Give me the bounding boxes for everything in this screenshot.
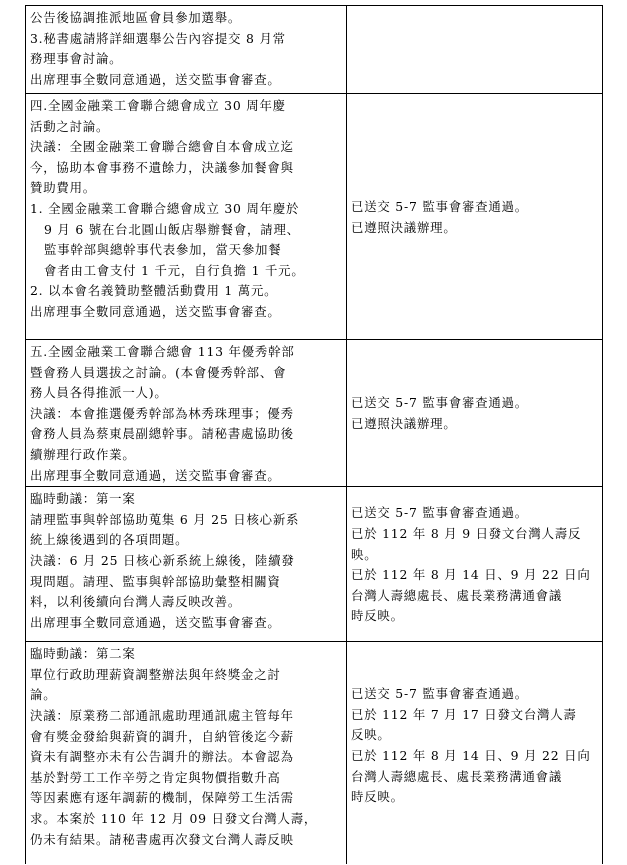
text-line: 料，以利後續向台灣人壽反映改善。 [30, 594, 242, 610]
text-line: 出席理事全數同意通過，送交監事會審查。 [30, 467, 281, 483]
text-line: 出席理事全數同意通過，送交監事會審查。 [30, 614, 281, 630]
text-line: 仍未有結果。請秘書處再次發文台灣人壽反映 [30, 831, 294, 847]
text-line: 公告後協調推派地區會員參加選舉。 [30, 10, 242, 25]
text-line: 監事幹部與總幹事代表參加，當天參加餐 [44, 242, 282, 258]
status-line: 已遵照決議辦理。 [351, 416, 457, 432]
text-line: 會務人員為蔡東晨副總幹事。請秘書處協助後 [30, 426, 294, 442]
status-cell [347, 487, 603, 642]
text-line: 活動之討論。 [30, 118, 110, 134]
text-line: 統上線後遇到的各項問題。 [30, 532, 189, 548]
status-line: 已於 112 年 8 月 9 日發文台灣人壽反 [351, 525, 582, 541]
text-line: 暨會務人員選拔之討論。(本會優秀幹部、會 [30, 364, 287, 380]
text-line: 臨時動議：第二案 [30, 646, 136, 662]
text-line: 請理監事與幹部協助蒐集 6 月 25 日核心新系 [30, 511, 300, 527]
text-line: 務理事會討論。 [30, 51, 123, 67]
status-line: 已送交 5-7 監事會審查通過。 [351, 505, 528, 521]
status-cell [347, 642, 603, 864]
text-line: 單位行政助理薪資調整辦法與年終獎金之討 [30, 666, 281, 682]
text-line: 論。 [30, 687, 57, 703]
status-line: 已送交 5-7 監事會審查通過。 [351, 198, 528, 214]
text-line: 1. 全國金融業工會聯合總會成立 30 周年慶於 [30, 200, 300, 216]
status-line: 已於 112 年 7 月 17 日發文台灣人壽 [351, 706, 577, 722]
text-line: 基於對勞工工作辛勞之肯定與物價指數升高 [30, 769, 281, 785]
text-line: 續辦理行政作業。 [30, 446, 136, 462]
text-line: 決議：全國金融業工會聯合總會自本會成立迄 [30, 139, 294, 155]
minutes-table [25, 5, 603, 864]
text-line: 五.全國金融業工會聯合總會 113 年優秀幹部 [30, 344, 295, 359]
text-line: 出席理事全數同意通過，送交監事會審查。 [30, 71, 281, 87]
status-line: 已於 112 年 8 月 14 日、9 月 22 日向 [351, 567, 591, 583]
status-line: 時反映。 [351, 608, 404, 624]
text-line: 決議：本會推選優秀幹部為林秀珠理事；優秀 [30, 405, 294, 421]
text-line: 9 月 6 號在台北圓山飯店舉辦餐會，請理、 [44, 221, 300, 237]
status-line: 已送交 5-7 監事會審查通過。 [351, 686, 528, 702]
text-line: 求。本案於 110 年 12 月 09 日發文台灣人壽， [30, 810, 318, 826]
status-line: 已遵照決議辦理。 [351, 219, 457, 235]
text-line: 會有獎金發給與薪資的調升，自納管後迄今薪 [30, 728, 294, 744]
text-line: 務人員各得推派一人)。 [30, 385, 168, 401]
text-line: 現問題。請理、監事與幹部協助彙整相關資 [30, 573, 281, 589]
status-line: 反映。 [351, 727, 391, 743]
status-cell [347, 340, 603, 487]
text-line: 2. 以本會名義贊助整體活動費用 1 萬元。 [30, 283, 278, 299]
status-line: 已送交 5-7 監事會審查通過。 [351, 395, 528, 411]
table-row [26, 642, 603, 864]
text-line: 資未有調整亦未有公告調升的辦法。本會認為 [30, 749, 294, 765]
text-line: 決議：原業務二部通訊處助理通訊處主管每年 [30, 707, 294, 723]
status-cell [347, 94, 603, 340]
status-cell [347, 6, 603, 94]
text-line: 等因素應有逐年調薪的機制，保障勞工生活需 [30, 790, 294, 806]
resolution-cell [26, 6, 347, 94]
resolution-cell [26, 94, 347, 340]
resolution-cell [26, 642, 347, 864]
text-line: 決議：6 月 25 日核心新系統上線後，陸續發 [30, 552, 295, 568]
text-line: 3.秘書處請將詳細選舉公告內容提交 8 月常 [30, 30, 286, 46]
text-line: 贊助費用。 [30, 180, 96, 196]
text-line: 臨時動議：第一案 [30, 491, 136, 507]
resolution-cell [26, 487, 347, 642]
text-line: 今，協助本會事務不遺餘力，決議參加餐會與 [30, 159, 294, 175]
status-line: 時反映。 [351, 789, 404, 805]
text-line: 會者由工會支付 1 千元，自行負擔 1 千元。 [44, 262, 305, 278]
table-row [26, 340, 603, 487]
status-line: 映。 [351, 546, 378, 562]
status-line: 台灣人壽總處長、處長業務溝通會議 [351, 768, 563, 784]
status-line: 已於 112 年 8 月 14 日、9 月 22 日向 [351, 747, 591, 763]
text-line: 出席理事全數同意通過，送交監事會審查。 [30, 303, 281, 319]
status-line: 台灣人壽總處長、處長業務溝通會議 [351, 587, 563, 603]
table-row [26, 487, 603, 642]
text-line: 四.全國金融業工會聯合總會成立 30 周年慶 [30, 98, 286, 113]
resolution-cell [26, 340, 347, 487]
table-row [26, 6, 603, 94]
table-row [26, 94, 603, 340]
